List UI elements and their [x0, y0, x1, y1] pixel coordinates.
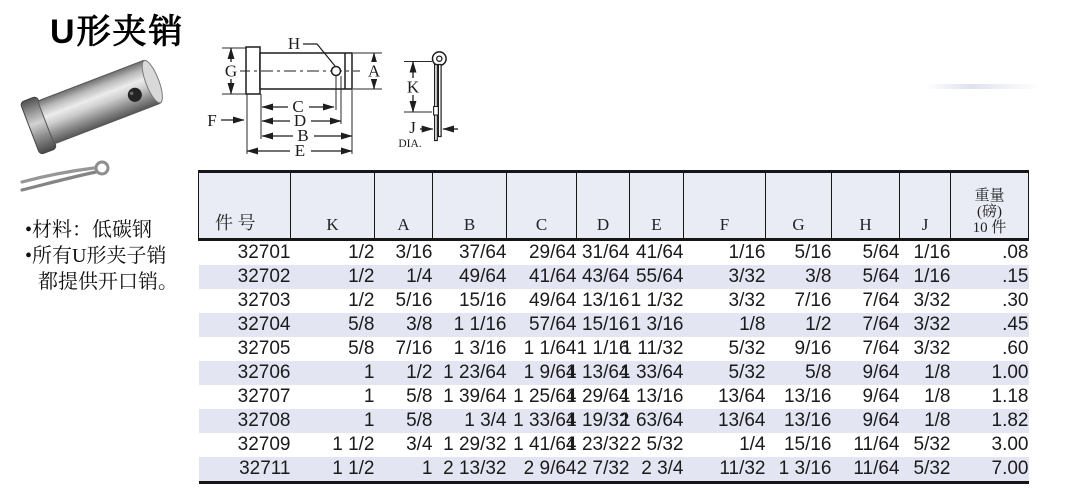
spec-table — [198, 170, 1029, 484]
cell-value — [433, 313, 507, 337]
cell-value — [375, 313, 433, 337]
cell-value — [375, 409, 433, 433]
cell-value — [832, 457, 900, 483]
cell-text: 15/16 — [458, 290, 507, 311]
dim-label-G: G — [224, 61, 238, 81]
cell-text: 3/32 — [728, 290, 766, 311]
cell-part-number — [199, 457, 291, 483]
cell-value — [766, 289, 832, 313]
cell-value — [832, 240, 900, 266]
cell-value — [951, 433, 1029, 457]
cell-text: 7/16 — [395, 338, 433, 359]
cell-text: 32701 — [237, 242, 291, 263]
cell-text: 1 1/16 — [576, 338, 630, 359]
cell-text: 7.00 — [991, 458, 1029, 479]
cell-text: 32704 — [237, 314, 291, 335]
table-row — [199, 240, 1029, 266]
cell-value — [900, 457, 951, 483]
cotter-prong-left — [435, 65, 438, 141]
cell-text: 2 13/32 — [443, 458, 507, 479]
cell-text: .08 — [1002, 242, 1029, 263]
cell-text: 3/16 — [395, 242, 433, 263]
cell-text: 3/32 — [913, 338, 951, 359]
note-cotter-line2: 都提供开口销。 — [38, 271, 178, 293]
cell-value — [832, 289, 900, 313]
cell-text: 1 25/64 — [513, 386, 577, 407]
cell-text: 37/64 — [458, 242, 507, 263]
cell-text: 13/64 — [717, 386, 766, 407]
cell-value — [620, 361, 684, 385]
cell-text: 32707 — [237, 386, 291, 407]
dim-label-J: J — [409, 118, 416, 137]
table-row — [199, 289, 1029, 313]
cell-value — [900, 409, 951, 433]
cell-text: 1 — [363, 362, 375, 383]
cell-value — [951, 337, 1029, 361]
scan-artifact — [925, 84, 1040, 89]
cell-text: 1 23/32 — [566, 434, 630, 455]
cell-text: 1/8 — [924, 362, 951, 383]
cell-value — [620, 409, 684, 433]
cell-value — [766, 385, 832, 409]
cell-value — [507, 313, 577, 337]
dimension-diagram — [205, 20, 495, 175]
cell-value — [684, 313, 766, 337]
cell-value — [900, 265, 951, 289]
pin-body-image — [20, 55, 168, 155]
table-row — [199, 361, 1029, 385]
material-notes — [25, 217, 178, 295]
cell-text: 1 11/32 — [621, 338, 684, 359]
cell-text: 5/32 — [728, 362, 766, 383]
cell-text: 1 — [421, 458, 433, 479]
cell-text: 31/64 — [581, 242, 630, 263]
cell-value — [507, 265, 577, 289]
cell-value — [291, 313, 375, 337]
cell-text: 13/16 — [581, 290, 630, 311]
cell-text: 7/64 — [862, 290, 900, 311]
dim-label-E: E — [294, 141, 306, 160]
cell-text: 32711 — [239, 458, 291, 479]
page-title: U形夹销 — [50, 13, 185, 51]
cell-text: 11/64 — [853, 434, 900, 455]
cell-text: 5/32 — [913, 434, 951, 455]
cell-text: 32706 — [237, 362, 291, 383]
cell-value — [832, 433, 900, 457]
cell-value — [900, 240, 951, 266]
cell-text: 1/4 — [406, 266, 433, 287]
cell-text: 1 3/16 — [630, 314, 684, 335]
weight-header-line2: (磅) — [977, 204, 1002, 220]
col-header-H: H — [832, 172, 900, 240]
cell-text: 1 41/64 — [513, 434, 577, 455]
cell-text: 5/8 — [406, 386, 433, 407]
cell-value — [766, 265, 832, 289]
cell-value — [291, 265, 375, 289]
cell-value — [433, 457, 507, 483]
cell-value — [684, 337, 766, 361]
cell-text: 3/8 — [406, 314, 433, 335]
cell-value — [375, 289, 433, 313]
cell-value — [630, 240, 684, 266]
cell-value — [433, 265, 507, 289]
cell-value — [507, 240, 577, 266]
cell-text: 1 1/64 — [523, 338, 577, 359]
cell-text: 32709 — [237, 434, 291, 455]
cell-text: 1/2 — [406, 362, 433, 383]
cell-text: 1 63/64 — [620, 410, 684, 431]
col-header-A: A — [375, 172, 433, 240]
col-header-F: F — [684, 172, 766, 240]
table-row — [199, 337, 1029, 361]
cell-value — [766, 240, 832, 266]
cell-value — [375, 433, 433, 457]
cell-text: 1 29/64 — [566, 386, 630, 407]
cell-part-number — [199, 409, 291, 433]
cell-text: 2 9/64 — [523, 458, 577, 479]
cell-value — [507, 289, 577, 313]
cell-part-number — [199, 433, 291, 457]
table-body — [199, 240, 1029, 483]
cell-value — [951, 385, 1029, 409]
cell-text: 32708 — [237, 410, 291, 431]
cell-value — [766, 337, 832, 361]
cell-text: 1 39/64 — [443, 386, 507, 407]
cell-value — [684, 289, 766, 313]
cell-text: 1 9/64 — [523, 362, 577, 383]
col-header-G: G — [766, 172, 832, 240]
cell-value — [291, 433, 375, 457]
cell-value — [684, 457, 766, 483]
cell-value — [832, 337, 900, 361]
cell-text: 1 23/64 — [443, 362, 507, 383]
col-header-weight — [951, 172, 1029, 240]
cell-value — [577, 240, 630, 266]
cell-text: 1/2 — [805, 314, 832, 335]
cell-text: 5/8 — [348, 338, 375, 359]
table-row — [199, 433, 1029, 457]
cell-value — [832, 409, 900, 433]
cell-value — [291, 409, 375, 433]
cell-value — [684, 240, 766, 266]
cell-text: 5/8 — [406, 410, 433, 431]
cell-text: .30 — [1002, 290, 1029, 311]
cell-value — [951, 409, 1029, 433]
cell-text: 1/8 — [924, 386, 951, 407]
cotter-prong-right — [438, 65, 441, 137]
cell-text: 1 19/32 — [566, 410, 630, 431]
dim-label-K: K — [406, 77, 420, 97]
cell-text: 1.18 — [991, 386, 1029, 407]
cell-text: 9/16 — [794, 338, 832, 359]
cell-text: 32703 — [237, 290, 291, 311]
cell-value — [291, 361, 375, 385]
cell-value — [620, 385, 684, 409]
cell-part-number — [199, 337, 291, 361]
cell-text: 41/64 — [528, 266, 577, 287]
cell-text: 1/16 — [913, 266, 951, 287]
cell-text: 5/16 — [395, 290, 433, 311]
cell-part-number — [199, 313, 291, 337]
cell-value — [900, 337, 951, 361]
cell-text: 1 3/16 — [778, 458, 832, 479]
cell-text: 3/32 — [728, 266, 766, 287]
cell-value — [375, 337, 433, 361]
cell-value — [630, 313, 684, 337]
cell-text: 2 7/32 — [576, 458, 630, 479]
cell-text: 13/16 — [783, 386, 832, 407]
cell-text: 7/64 — [862, 338, 900, 359]
table-row — [199, 457, 1029, 483]
table-row — [199, 385, 1029, 409]
col-header-part: 件 号 — [199, 172, 291, 240]
cell-value — [630, 289, 684, 313]
cell-value — [291, 240, 375, 266]
cotter-pin-image — [22, 162, 108, 190]
cell-value — [291, 385, 375, 409]
cell-value — [375, 240, 433, 266]
cell-value — [433, 385, 507, 409]
cell-value — [900, 433, 951, 457]
cell-value — [433, 289, 507, 313]
cell-value — [433, 240, 507, 266]
cell-text: 1 1/2 — [332, 434, 375, 455]
cell-value — [900, 385, 951, 409]
cell-text: 41/64 — [635, 242, 684, 263]
cell-text: 1/2 — [348, 242, 375, 263]
cell-value — [832, 313, 900, 337]
note-cotter-line1: •所有U形夹子销 — [25, 245, 167, 267]
cell-value — [375, 457, 433, 483]
cell-value — [684, 265, 766, 289]
cell-text: 2 5/32 — [630, 434, 684, 455]
table-header-row — [199, 172, 1029, 240]
cell-text: 11/32 — [719, 458, 766, 479]
cell-text: 32705 — [237, 338, 291, 359]
cell-value — [507, 457, 577, 483]
cell-value — [630, 433, 684, 457]
cell-text: 1 1/16 — [453, 314, 507, 335]
cell-text: 1 13/64 — [566, 362, 630, 383]
cell-text: 15/16 — [581, 314, 630, 335]
cell-text: 7/64 — [862, 314, 900, 335]
col-header-B: B — [433, 172, 507, 240]
cell-text: 3/4 — [406, 434, 433, 455]
cell-value — [433, 361, 507, 385]
cell-value — [684, 361, 766, 385]
cell-text: 43/64 — [581, 266, 630, 287]
cell-value — [766, 313, 832, 337]
cell-value — [766, 409, 832, 433]
cell-text: 5/32 — [913, 458, 951, 479]
cell-value — [577, 265, 630, 289]
cell-value — [577, 457, 630, 483]
table-row — [199, 409, 1029, 433]
cell-text: .60 — [1002, 338, 1029, 359]
cell-text: 9/64 — [862, 386, 900, 407]
cell-text: 13/16 — [783, 410, 832, 431]
cell-text: 1/2 — [348, 266, 375, 287]
dim-label-dia: DIA. — [398, 138, 422, 150]
pin-hole-outline — [332, 67, 341, 76]
cell-text: .45 — [1002, 314, 1029, 335]
cell-value — [832, 361, 900, 385]
cell-text: 1 33/64 — [513, 410, 577, 431]
cell-text: 29/64 — [528, 242, 577, 263]
cell-text: 1/8 — [924, 410, 951, 431]
cell-value — [291, 337, 375, 361]
cell-text: .15 — [1002, 266, 1029, 287]
cell-text: 1.82 — [991, 410, 1029, 431]
cell-text: 3.00 — [991, 434, 1029, 455]
cell-text: 7/16 — [794, 290, 832, 311]
cell-text: 9/64 — [862, 362, 900, 383]
cell-value — [900, 313, 951, 337]
cell-value — [766, 433, 832, 457]
cell-value — [433, 337, 507, 361]
cell-text: 5/8 — [805, 362, 832, 383]
table-row — [199, 313, 1029, 337]
cell-value — [375, 265, 433, 289]
cell-value — [951, 289, 1029, 313]
cell-text: 1 29/32 — [443, 434, 507, 455]
cell-value — [577, 313, 630, 337]
cell-value — [900, 289, 951, 313]
cell-value — [621, 337, 684, 361]
cell-text: 5/16 — [794, 242, 832, 263]
col-header-J: J — [900, 172, 951, 240]
note-material: •材料：低碳钢 — [25, 219, 153, 241]
dim-label-F: F — [207, 111, 217, 130]
dim-label-A: A — [367, 61, 381, 81]
cell-text: 1/4 — [739, 434, 766, 455]
weight-header-line3: 10 件 — [972, 220, 1007, 236]
cell-value — [291, 457, 375, 483]
cell-text: 3/8 — [805, 266, 832, 287]
cell-value — [291, 289, 375, 313]
cell-text: 1 1/2 — [332, 458, 375, 479]
cell-text: 3/32 — [913, 290, 951, 311]
cell-text: 49/64 — [528, 290, 577, 311]
cell-value — [951, 265, 1029, 289]
dim-label-D: D — [293, 111, 307, 130]
cell-value — [507, 337, 577, 361]
dim-label-C: C — [292, 97, 304, 116]
col-header-C: C — [507, 172, 577, 240]
cell-value — [375, 385, 433, 409]
cell-value — [577, 289, 630, 313]
cell-text: 3/32 — [913, 314, 951, 335]
cell-text: 1/16 — [728, 242, 766, 263]
cell-text: 1/2 — [348, 290, 375, 311]
cell-text: 1/8 — [739, 314, 766, 335]
cell-text: 2 3/4 — [641, 458, 684, 479]
cell-text: 1 3/16 — [453, 338, 507, 359]
cell-value — [951, 240, 1029, 266]
cell-value — [566, 433, 630, 457]
cell-text: 13/64 — [717, 410, 766, 431]
cell-value — [832, 265, 900, 289]
cell-value — [684, 385, 766, 409]
cell-text: 9/64 — [862, 410, 900, 431]
cell-value — [433, 433, 507, 457]
cell-text: 15/16 — [783, 434, 832, 455]
cell-text: 55/64 — [635, 266, 684, 287]
cell-value — [951, 313, 1029, 337]
col-header-D: D — [577, 172, 630, 240]
cell-value — [900, 361, 951, 385]
cell-value — [433, 409, 507, 433]
cell-text: 57/64 — [528, 314, 577, 335]
col-header-E: E — [630, 172, 684, 240]
cell-text: 1 1/32 — [630, 290, 684, 311]
cell-value — [951, 457, 1029, 483]
cell-text: 11/64 — [853, 458, 900, 479]
weight-header-line1: 重量 — [974, 188, 1005, 204]
cell-text: 1/16 — [913, 242, 951, 263]
cell-value — [684, 409, 766, 433]
cell-text: 32702 — [237, 266, 291, 287]
cell-part-number — [199, 289, 291, 313]
cell-text: 1 — [363, 386, 375, 407]
cell-value — [951, 361, 1029, 385]
cell-text: 5/64 — [862, 266, 900, 287]
cell-value — [832, 385, 900, 409]
cell-value — [630, 457, 684, 483]
dim-label-B: B — [297, 126, 309, 145]
cell-value — [630, 265, 684, 289]
cell-text: 1 13/16 — [620, 386, 684, 407]
cell-text: 1.00 — [991, 362, 1029, 383]
cell-text: 5/32 — [728, 338, 766, 359]
cell-text: 1 33/64 — [620, 362, 684, 383]
cell-text: 49/64 — [458, 266, 507, 287]
cell-part-number — [199, 240, 291, 266]
cell-part-number — [199, 265, 291, 289]
cell-part-number — [199, 361, 291, 385]
clevis-pin-photo — [8, 55, 188, 210]
cell-value — [375, 361, 433, 385]
cell-text: 1 3/4 — [464, 410, 507, 431]
cell-text: 5/8 — [348, 314, 375, 335]
cell-text: 1 — [363, 410, 375, 431]
dim-label-H: H — [287, 34, 301, 53]
cell-text: 5/64 — [862, 242, 900, 263]
col-header-K: K — [291, 172, 375, 240]
cell-value — [766, 457, 832, 483]
cell-value — [766, 361, 832, 385]
table-row — [199, 265, 1029, 289]
cell-value — [684, 433, 766, 457]
cell-part-number — [199, 385, 291, 409]
